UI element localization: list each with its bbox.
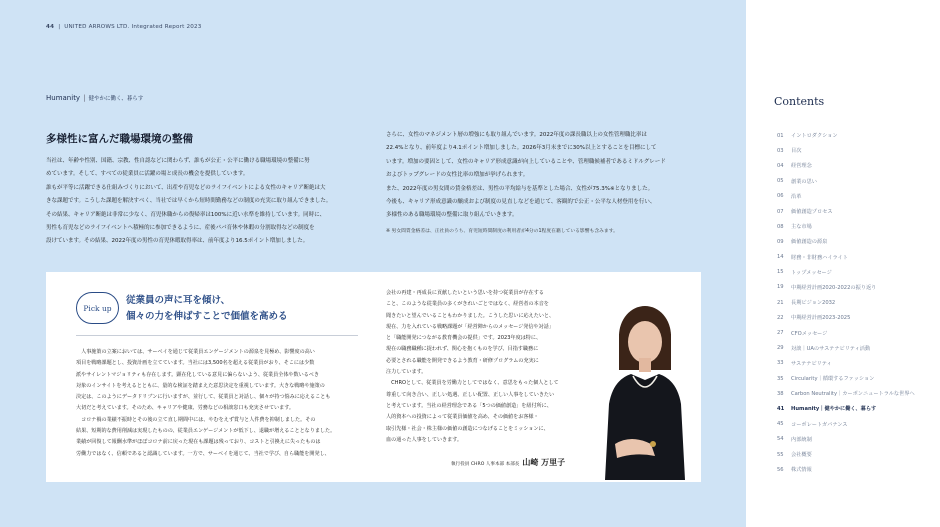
- toc-item-label: イントロダクション: [791, 133, 838, 140]
- toc-item[interactable]: [777, 158, 937, 173]
- signature-role: 執行役員 CHRO 人事本部 本部長: [451, 462, 520, 467]
- toc-item-label: 財務・非財務ハイライト: [791, 254, 848, 261]
- section-label: [46, 94, 143, 102]
- pickup-line: 人事施策の立案においては、サーベイを通じて従業員エンゲージメントの源泉を見極め、影響度の高い: [76, 349, 315, 355]
- toc-item-label: サステナビリティ: [791, 360, 832, 367]
- toc-item-number: 22: [777, 314, 784, 321]
- body-line: 男性も育児などのライフイベントへ積極的に参加できるように、産後パパ育休や休暇の分割取得などの制度を: [46, 225, 315, 232]
- pickup-line: 必要とされる職能を開発できるよう教育・研修プログラムの充実に: [386, 357, 539, 364]
- toc-item[interactable]: [777, 295, 937, 310]
- section-label-main: Humanity: [46, 94, 81, 102]
- toc-item-label: Humanity｜健やかに働く、暮らす: [791, 406, 877, 413]
- toc-item[interactable]: [777, 432, 937, 447]
- pickup-line: 決定は、このようにデータドリブンに行いますが、並行して、従業員と対話し、個々が持つ悩みに応えることも: [76, 394, 331, 401]
- pickup-line: 血の通った人事をしていきます。: [386, 436, 462, 443]
- toc-item-label: 沿革: [791, 193, 802, 200]
- toc-item-number: 15: [777, 269, 784, 276]
- pickup-line: 対象のインサイトを考えるとともに、量的な検証を踏まえた意思決定を重視しています。大きな戦略や施策の: [76, 382, 325, 389]
- signature: [451, 457, 565, 468]
- body-line: 誰もが平等に活躍できる仕組みづくりにおいて、出産や育児などのライフイベントによる女性のキャリア断絶は大: [46, 184, 326, 191]
- pickup-line: 大切だと考えています。そのため、キャリアや健康、労務などの相談窓口も充実させています。: [76, 405, 295, 412]
- body-line: 多様性のある職場環境の整備に取り組んでいきます。: [386, 212, 518, 219]
- body-line: います。増加の要因として、女性のキャリア形成意識が向上していることや、管理職候補者であるミドルグレード: [386, 158, 666, 165]
- toc-item[interactable]: [777, 417, 937, 432]
- toc-item-label: 内部統制: [791, 436, 812, 443]
- pickup-line: と「職能開発につながる教育機会の提供」です。2023年度は特に、: [386, 335, 542, 342]
- body-line: 今後も、キャリア形成意識の醸成および制度の見直しなどを通じて、客観的で公正・公平な人材登用を行い、: [386, 199, 656, 206]
- pickup-line: 現在の職務職種に捉われず、関心を抱くものを学び、目指す職務に: [386, 346, 539, 353]
- portrait-illustration: [591, 294, 697, 480]
- signature-name: 山崎 万里子: [522, 458, 566, 467]
- toc-item[interactable]: [777, 371, 937, 386]
- pickup-badge: Pick up: [76, 292, 119, 324]
- running-title: UNITED ARROWS LTD. Integrated Report 2023: [64, 24, 202, 30]
- pickup-title: [126, 293, 288, 325]
- footnote: ※ 男女間賃金格差は、正社員のうち、育児短時間制度の利用者が4分の1程度在籍している影響も含みます。: [386, 228, 618, 234]
- toc-item-number: 41: [777, 405, 785, 412]
- section-label-sub: 健やかに働く、暮らす: [88, 96, 144, 102]
- pickup-title-line: 従業員の声に耳を傾け、: [126, 295, 231, 306]
- body-line: めています。そして、すべての従業員に活躍の場と成長の機会を提供しています。: [46, 171, 249, 178]
- toc-item-label: トップメッセージ: [791, 269, 832, 276]
- pickup-line: CHROとして、従業員を労働力としてではなく、意思をもった個人として: [386, 380, 559, 387]
- toc-item-label: 目次: [791, 148, 802, 155]
- toc-item[interactable]: [777, 204, 937, 219]
- pickup-divider: [76, 335, 358, 336]
- body-line: 当社は、年齢や性別、国籍、宗教、性自認などに関わらず、誰もが公正・公平に働ける職場環境の整備に努: [46, 158, 310, 164]
- toc-item-number: 27: [777, 330, 784, 337]
- header-divider: |: [58, 24, 65, 30]
- toc-item-number: 07: [777, 208, 784, 215]
- toc-item-number: 21: [777, 299, 784, 306]
- pickup-right-column: [386, 288, 586, 446]
- toc-item-label: コーポレートガバナンス: [791, 421, 848, 428]
- toc-item-number: 35: [777, 375, 784, 382]
- pickup-line: 労働力ではなく、信頼であると認識しています。一方で、サーベイを通じて、当社で学び、自ら職能を開発し、: [76, 450, 330, 457]
- toc-item-number: 04: [777, 162, 784, 169]
- section-label-divider: |: [83, 94, 86, 102]
- body-line: さらに、女性のマネジメント層の増強にも取り組んでいます。2022年度の課長職以上の女性管理職比率は: [386, 132, 647, 138]
- toc-item[interactable]: [777, 265, 937, 280]
- body-line: その結果、キャリア断絶は非常に少なく、育児休職からの復帰率は100%に近い水準を維持しています。同時に、: [46, 211, 326, 218]
- toc-item-number: 06: [777, 193, 784, 200]
- toc-item[interactable]: [777, 356, 937, 371]
- toc-item[interactable]: [777, 174, 937, 189]
- toc-item-label: 株式情報: [791, 467, 812, 474]
- toc-item-label: 長期ビジョン2032: [791, 300, 836, 307]
- toc-item-number: 33: [777, 360, 784, 367]
- toc-item-number: 14: [777, 254, 784, 261]
- pickup-line: と考えています。当社の経営理念である「5つの価値創造」を紐付所に、: [386, 402, 552, 409]
- toc-item-label: 主な市場: [791, 224, 812, 231]
- pickup-line: 聞きたいと望んでいることもわかりました。こうした思いに応えたいと、: [386, 312, 555, 319]
- toc-item[interactable]: [777, 189, 937, 204]
- toc-item-number: 38: [777, 390, 784, 397]
- toc-item[interactable]: [777, 447, 937, 462]
- body-line: およびトップグレードの女性比率の増加が挙げられます。: [386, 172, 529, 179]
- toc-item[interactable]: [777, 219, 937, 234]
- pickup-line: 会社の再建・再成長に貢献したいという思いを持つ従業員が存在する: [386, 290, 544, 296]
- toc-item-number: 45: [777, 421, 784, 428]
- toc-item-label: Carbon Neutrality｜カーボンニュートラルな世界へ: [791, 391, 915, 398]
- body-line: また、2022年度の男女間の賃金格差は、男性の平均給与を基準とした場合、女性が75.3%※となりました。: [386, 185, 654, 192]
- toc-item[interactable]: [777, 234, 937, 249]
- pickup-line: 現在、力を入れている戦略課題が「経営陣からのメッセージ発信や対話」: [386, 323, 554, 330]
- section-heading: 多様性に富んだ職場環境の整備: [46, 133, 193, 145]
- toc-item-label: 創業の思い: [791, 178, 817, 185]
- toc-item-number: 09: [777, 238, 784, 245]
- toc-item-number: 01: [777, 132, 784, 139]
- toc-item-label: 価値創造の源泉: [791, 239, 828, 246]
- contents-title: Contents: [774, 95, 825, 108]
- executive-portrait: [591, 294, 697, 480]
- toc-item-number: 29: [777, 345, 784, 352]
- table-of-contents: [777, 128, 937, 477]
- toc-item-label: CFOメッセージ: [791, 330, 828, 337]
- body-right-column: [386, 129, 716, 238]
- toc-item-label: 中期経営計画2023-2025: [791, 315, 851, 322]
- toc-item-label: 経営理念: [791, 163, 812, 170]
- pickup-line: 注力しています。: [386, 369, 427, 376]
- toc-item-label: 価値創造プロセス: [791, 209, 833, 216]
- toc-item-number: 03: [777, 147, 784, 154]
- toc-item-label: Circularity｜循環するファッション: [791, 376, 875, 383]
- toc-item[interactable]: [777, 250, 937, 265]
- body-left-column: [46, 155, 366, 249]
- toc-item[interactable]: [777, 341, 937, 356]
- toc-item-label: 対談｜UAのサステナビリティ活動: [791, 345, 871, 352]
- toc-item[interactable]: [777, 401, 937, 416]
- toc-item-number: 54: [777, 436, 784, 443]
- toc-item-number: 05: [777, 178, 784, 185]
- toc-item-label: 会社概要: [791, 452, 812, 459]
- toc-item-number: 56: [777, 466, 784, 473]
- pickup-line: 人的資本への投資によって従業員価値を高め、その価値をお客様・: [386, 414, 539, 421]
- body-line: きな課題です。こうした課題を解決すべく、当社では早くから短時間勤務などの制度の充実に取り組んできました。: [46, 198, 332, 205]
- toc-item[interactable]: [777, 143, 937, 158]
- body-line: 22.4%となり、前年度より4.1ポイント増加しました。2026年3月末までに30%以上とすることを目標にして: [386, 145, 657, 152]
- pickup-line: コロナ禍の業績不振時とその後の立て直し期間中には、やむをえず賞与と人件費を抑制しました。その: [76, 416, 316, 423]
- toc-item[interactable]: [777, 280, 937, 295]
- toc-item-number: 19: [777, 284, 784, 291]
- toc-item[interactable]: [777, 128, 937, 143]
- pickup-line: 結果、短期的な費用削減は実現したものの、従業員エンゲージメントが低下し、退職が増えることとなりました。: [76, 428, 336, 435]
- pickup-line: 尊重して向き合い、正しい処遇、正しい配置、正しい人事をしていきたい: [386, 391, 555, 398]
- toc-item[interactable]: [777, 462, 937, 477]
- body-line: 設けています。その結果、2022年度の男性の育児休暇取得率は、前年度より16.5ポイント増加しました。: [46, 238, 309, 245]
- pickup-box: [46, 272, 701, 482]
- toc-item-number: 55: [777, 451, 784, 458]
- page-number: 44: [46, 24, 55, 30]
- toc-item-number: 08: [777, 223, 784, 230]
- toc-item[interactable]: [777, 310, 937, 325]
- pickup-line: 取引先様・社会・株主様の価値の創造につなげることをミッションに、: [386, 425, 549, 432]
- toc-item[interactable]: [777, 386, 937, 401]
- pickup-left-column: [76, 347, 361, 460]
- pickup-line: こと、このような従業員の多くがきれいごとではなく、経営者の本音を: [386, 301, 549, 308]
- pickup-line: 派やサイレントマジョリティも存在します。顕在化している意見に偏らないよう、従業員全体や数いるべき: [76, 371, 319, 378]
- pickup-line: 項目を戦略課題とし、投資計画を立てています。当社には3,500名を超える従業員がおり、そこには少数: [76, 360, 315, 367]
- pickup-line: 業績が回復して報酬水準がほぼコロナ前に戻った現在も課題は残っており、コストと引換えに失ったものは: [76, 439, 321, 446]
- toc-item[interactable]: [777, 325, 937, 340]
- page-header: [46, 24, 202, 30]
- toc-item-label: 中期経営計画2020-2022の振り返り: [791, 284, 877, 291]
- pickup-title-line: 個々の力を伸ばすことで価値を高める: [126, 311, 288, 322]
